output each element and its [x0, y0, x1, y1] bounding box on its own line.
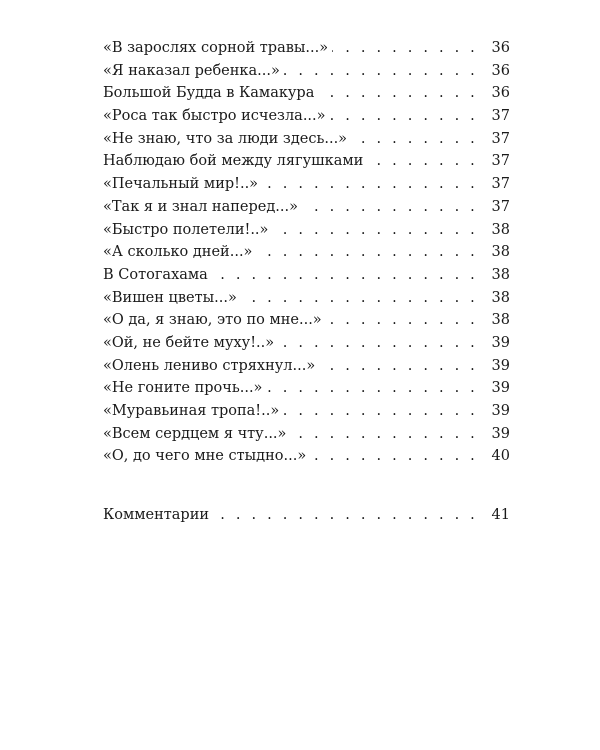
toc-entry-page: 37 [491, 176, 510, 193]
toc-entry-page: 40 [491, 448, 510, 465]
dot-leader [367, 150, 478, 173]
toc-entry-page: 38 [491, 266, 510, 283]
toc-entry [103, 128, 510, 151]
toc-entry-page: 37 [491, 153, 510, 170]
toc-entry [103, 309, 510, 332]
toc-entry [103, 377, 510, 400]
toc-entry-title: Большой Будда в Камакура [103, 85, 315, 102]
dot-leader [330, 105, 478, 128]
toc-entry [103, 219, 510, 242]
toc-entry-page: 39 [491, 403, 510, 419]
toc-entry-title: «Быстро полетели!..» [103, 221, 269, 238]
dot-leader [213, 504, 478, 527]
dot-leader [212, 264, 478, 287]
dot-leader [319, 355, 478, 378]
dot-leader [272, 219, 478, 242]
toc-entry-title: «Я наказал ребенка...» [103, 62, 280, 79]
section-gap [103, 468, 510, 504]
dot-leader [290, 423, 478, 446]
dot-leader [262, 173, 478, 196]
dot-leader [283, 400, 478, 423]
toc-entry-page: 37 [491, 198, 510, 215]
toc-entry-title: В Сотогахама [103, 266, 208, 283]
toc-entry [103, 264, 510, 287]
toc-entry [103, 355, 510, 378]
toc-entry-page: 39 [491, 357, 510, 374]
dot-leader [310, 445, 478, 468]
toc-entry [103, 287, 510, 310]
toc-entry [103, 82, 510, 105]
dot-leader [318, 82, 478, 105]
dot-leader [266, 377, 478, 400]
toc-entry-page: 37 [491, 108, 510, 125]
dot-leader [278, 332, 478, 355]
toc-entry-commentary [103, 504, 510, 527]
toc-entry-page: 36 [491, 62, 510, 79]
toc-entry-page: 38 [491, 312, 510, 329]
toc-entry-page: 39 [491, 380, 510, 397]
toc-entry [103, 332, 510, 355]
dot-leader [302, 196, 478, 219]
toc-entry-title: «Так я и знал наперед...» [103, 198, 298, 215]
toc-entry [103, 150, 510, 173]
toc-entry [103, 400, 510, 423]
toc-entry-page: 36 [491, 40, 510, 56]
toc-entry-page: 38 [491, 289, 510, 306]
toc-entry-page: 38 [491, 221, 510, 238]
toc-entry-title: «О, до чего мне стыдно...» [103, 448, 307, 465]
toc-entry-page: 39 [491, 425, 510, 442]
toc-entry-title: «Ой, не бейте муху!..» [103, 334, 275, 351]
toc-entry-page: 39 [491, 334, 510, 351]
toc-entry-page: 41 [491, 507, 510, 524]
toc-entry-title: «Муравьиная тропа!..» [103, 403, 280, 419]
toc-entry-title: «Печальный мир!..» [103, 176, 259, 193]
dot-leader [332, 37, 478, 60]
toc-entry [103, 105, 510, 128]
toc-entry-title: «Олень лениво стряхнул...» [103, 357, 316, 374]
toc-entry [103, 173, 510, 196]
toc-entry-title: «О да, я знаю, это по мне...» [103, 312, 322, 329]
toc-entry-page: 38 [491, 244, 510, 261]
toc-entry [103, 241, 510, 264]
toc-entry-title: Наблюдаю бой между лягушками [103, 153, 364, 170]
toc-entry [103, 60, 510, 83]
toc-entry [103, 423, 510, 446]
table-of-contents [103, 37, 510, 527]
toc-entry [103, 196, 510, 219]
toc-entry-title: «А сколько дней...» [103, 244, 253, 261]
toc-entry-title: «Всем сердцем я чту...» [103, 425, 287, 442]
dot-leader [284, 60, 478, 83]
toc-entry [103, 445, 510, 468]
toc-entry-page: 36 [491, 85, 510, 102]
toc-entry-page: 37 [491, 130, 510, 147]
toc-entry [103, 37, 510, 60]
toc-entry-title: «Не знаю, что за люди здесь...» [103, 130, 348, 147]
toc-entry-title: «Роса так быстро исчезла...» [103, 108, 326, 125]
dot-leader [351, 128, 478, 151]
dot-leader [326, 309, 478, 332]
dot-leader [256, 241, 478, 264]
toc-entry-title: «Вишен цветы...» [103, 289, 237, 306]
toc-entry-title: Комментарии [103, 507, 210, 524]
dot-leader [241, 287, 478, 310]
toc-entry-title: «Не гоните прочь...» [103, 380, 263, 397]
toc-entry-title: «В зарослях сорной травы...» [103, 40, 329, 56]
